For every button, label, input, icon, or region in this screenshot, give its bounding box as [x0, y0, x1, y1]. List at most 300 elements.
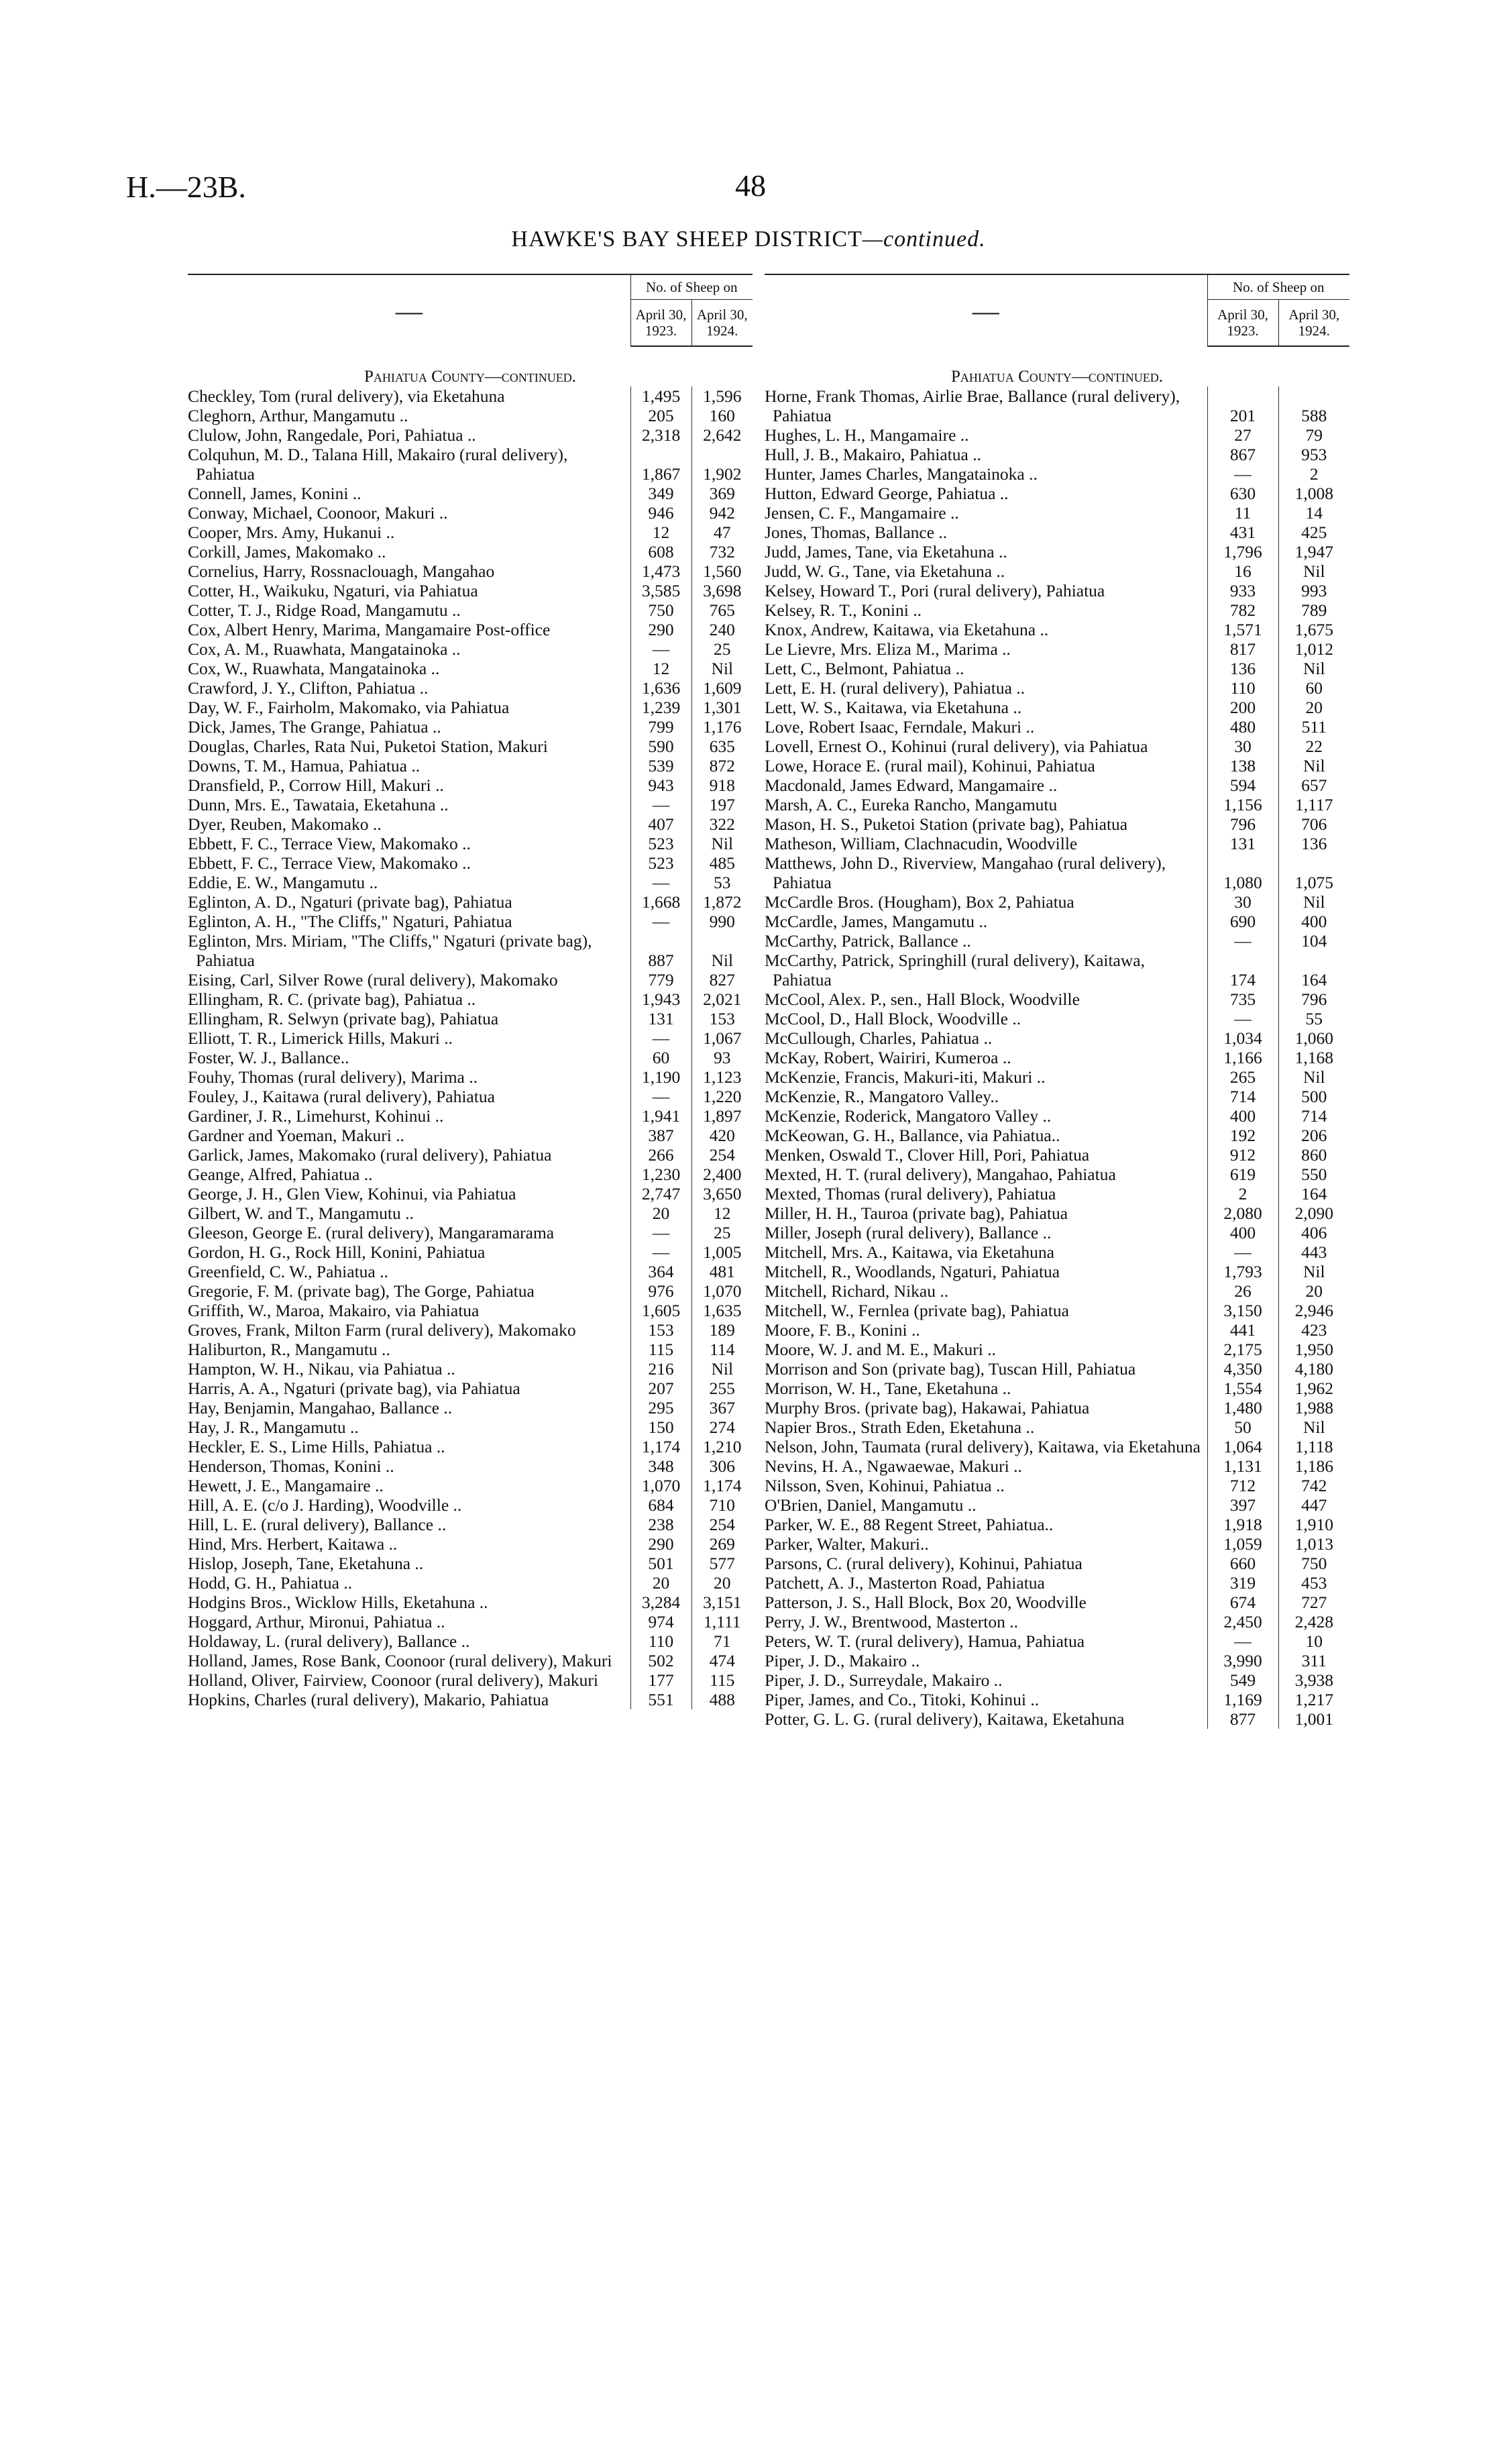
table-row: [188, 406, 753, 425]
sheep-1924-cell: 706: [1278, 814, 1349, 834]
owner-cell: Eglinton, Mrs. Miriam, "The Cliffs," Ngaturi (private bag), Pahiatua: [188, 931, 592, 970]
table-row: [188, 1203, 753, 1223]
table-row: [188, 795, 753, 814]
table-row: [188, 1281, 753, 1301]
owner-cell: Mitchell, Richard, Nikau ..: [765, 1281, 949, 1301]
owner-cell: Hull, J. B., Makairo, Pahiatua ..: [765, 445, 981, 464]
owner-cell: McKay, Robert, Wairiri, Kumeroa ..: [765, 1048, 1011, 1067]
sheep-1923-cell: 1,796: [1207, 542, 1278, 561]
owner-cell: McCarthy, Patrick, Springhill (rural delivery), Kaitawa, Pahiatua: [765, 951, 1145, 989]
table-row: [188, 1554, 753, 1573]
year-1923-header: April 30, 1923.: [630, 300, 691, 347]
owner-cell: Crawford, J. Y., Clifton, Pahiatua ..: [188, 678, 429, 698]
sheep-1923-cell: 1,918: [1207, 1515, 1278, 1534]
table-row: [765, 1165, 1349, 1184]
owner-cell: Ellingham, R. Selwyn (private bag), Pahiatua: [188, 1009, 499, 1028]
sheep-1923-cell: 523: [630, 853, 691, 873]
table-row: [188, 1573, 753, 1593]
table-row: [765, 698, 1349, 717]
sheep-1924-cell: 423: [1278, 1320, 1349, 1340]
table-row: [765, 503, 1349, 523]
table-row: [188, 678, 753, 698]
sheep-1924-cell: Nil: [691, 659, 753, 678]
sheep-1923-cell: 349: [630, 484, 691, 503]
sheep-1924-cell: 1,947: [1278, 542, 1349, 561]
right-column: [765, 274, 1349, 1729]
sheep-1923-cell: 1,166: [1207, 1048, 1278, 1067]
sheep-1923-cell: 27: [1207, 425, 1278, 445]
name-column-header: —: [188, 274, 630, 346]
owner-cell: Patterson, J. S., Hall Block, Box 20, Woodville: [765, 1593, 1087, 1612]
sheep-1924-cell: 104: [1278, 931, 1349, 951]
owner-cell: Heckler, E. S., Lime Hills, Pahiatua ..: [188, 1437, 445, 1456]
owner-cell: Nilsson, Sven, Kohinui, Pahiatua ..: [765, 1476, 1005, 1495]
table-row: [188, 1048, 753, 1067]
owner-cell: McCool, Alex. P., sen., Hall Block, Woodville: [765, 989, 1080, 1009]
owner-cell: Hutton, Edward George, Pahiatua ..: [765, 484, 1009, 503]
sheep-1923-cell: 1,064: [1207, 1437, 1278, 1456]
sheep-1923-cell: 799: [630, 717, 691, 737]
owner-cell: Groves, Frank, Milton Farm (rural delivery), Makomako: [188, 1320, 576, 1340]
sheep-1923-cell: 16: [1207, 561, 1278, 581]
owner-cell: Cox, A. M., Ruawhata, Mangatainoka ..: [188, 639, 461, 659]
table-row: [188, 1534, 753, 1554]
table-row: [765, 1281, 1349, 1301]
table-row: [188, 639, 753, 659]
sheep-1923-cell: —: [630, 795, 691, 814]
sheep-1923-cell: 4,350: [1207, 1359, 1278, 1379]
owner-cell: Eising, Carl, Silver Rowe (rural delivery), Makomako: [188, 970, 558, 989]
sheep-1923-cell: 387: [630, 1126, 691, 1145]
right-table-body: [765, 346, 1349, 1729]
sheep-1923-cell: 2,318: [630, 425, 691, 445]
table-row: [765, 775, 1349, 795]
table-row: [765, 1670, 1349, 1690]
sheep-1923-cell: 131: [630, 1009, 691, 1028]
owner-cell: Fouhy, Thomas (rural delivery), Marima ..: [188, 1067, 478, 1087]
sheep-1924-cell: 71: [691, 1631, 753, 1651]
owner-cell: Nelson, John, Taumata (rural delivery), Kaitawa, via Eketahuna: [765, 1437, 1201, 1456]
sheep-1924-cell: 550: [1278, 1165, 1349, 1184]
table-row: [765, 639, 1349, 659]
sheep-1924-cell: 1,067: [691, 1028, 753, 1048]
table-row: [765, 581, 1349, 600]
sheep-1923-cell: 912: [1207, 1145, 1278, 1165]
table-row: [188, 445, 753, 484]
owner-cell: Mexted, Thomas (rural delivery), Pahiatua: [765, 1184, 1056, 1203]
sheep-1923-cell: 2,080: [1207, 1203, 1278, 1223]
owner-cell: Dunn, Mrs. E., Tawataia, Eketahuna ..: [188, 795, 449, 814]
sheep-1924-cell: 164: [1278, 1184, 1349, 1203]
table-row: [188, 1184, 753, 1203]
page-title: [0, 227, 1497, 252]
table-row: [765, 464, 1349, 484]
table-row: [188, 561, 753, 581]
sheep-1923-cell: —: [630, 1087, 691, 1106]
table-row: [765, 1534, 1349, 1554]
sheep-1924-cell: 3,650: [691, 1184, 753, 1203]
sheep-1923-cell: 400: [1207, 1106, 1278, 1126]
table-row: [188, 425, 753, 445]
owner-cell: Napier Bros., Strath Eden, Eketahuna ..: [765, 1417, 1035, 1437]
sheep-1924-cell: 400: [1278, 912, 1349, 931]
sheep-1924-cell: 22: [1278, 737, 1349, 756]
owner-cell: Morrison, W. H., Tane, Eketahuna ..: [765, 1379, 1011, 1398]
table-row: [765, 1612, 1349, 1631]
sheep-1924-cell: 727: [1278, 1593, 1349, 1612]
table-row: [765, 1028, 1349, 1048]
owner-cell: McCarthy, Patrick, Ballance ..: [765, 931, 971, 951]
table-row: [765, 1690, 1349, 1709]
sheep-1924-cell: 872: [691, 756, 753, 775]
name-column-header: —: [765, 274, 1207, 346]
sheep-1923-cell: 594: [1207, 775, 1278, 795]
sheep-1924-cell: Nil: [1278, 1067, 1349, 1087]
table-row: [188, 503, 753, 523]
owner-cell: Eglinton, A. H., "The Cliffs," Ngaturi, Pahiatua: [188, 912, 512, 931]
sheep-1924-cell: 420: [691, 1126, 753, 1145]
sheep-1924-cell: 1,176: [691, 717, 753, 737]
sheep-1923-cell: 501: [630, 1554, 691, 1573]
sheep-1923-cell: 431: [1207, 523, 1278, 542]
sheep-1924-cell: 93: [691, 1048, 753, 1067]
table-row: [188, 523, 753, 542]
table-row: [765, 834, 1349, 853]
table-row: [188, 581, 753, 600]
table-row: [765, 1145, 1349, 1165]
sheep-1924-cell: 742: [1278, 1476, 1349, 1495]
owner-cell: Gregorie, F. M. (private bag), The Gorge, Pahiatua: [188, 1281, 535, 1301]
sheep-1923-cell: 110: [630, 1631, 691, 1651]
sheep-1924-cell: 2,021: [691, 989, 753, 1009]
owner-cell: Greenfield, C. W., Pahiatua ..: [188, 1262, 388, 1281]
sheep-1924-cell: 136: [1278, 834, 1349, 853]
sheep-1924-cell: 47: [691, 523, 753, 542]
owner-cell: Moore, F. B., Konini ..: [765, 1320, 920, 1340]
sheep-1924-cell: Nil: [1278, 892, 1349, 912]
sheep-1923-cell: 1,190: [630, 1067, 691, 1087]
table-row: [188, 1320, 753, 1340]
sheep-1924-cell: 406: [1278, 1223, 1349, 1242]
owner-cell: Colquhun, M. D., Talana Hill, Makairo (rural delivery), Pahiatua: [188, 445, 568, 484]
table-row: [188, 1145, 753, 1165]
owner-cell: Gilbert, W. and T., Mangamutu ..: [188, 1203, 414, 1223]
sheep-1924-cell: 1,012: [1278, 639, 1349, 659]
owner-cell: George, J. H., Glen View, Kohinui, via Pahiatua: [188, 1184, 516, 1203]
owner-cell: Lowe, Horace E. (rural mail), Kohinui, Pahiatua: [765, 756, 1095, 775]
sheep-1923-cell: 60: [630, 1048, 691, 1067]
page-code: H.—23B.: [126, 170, 246, 204]
owner-cell: Lett, E. H. (rural delivery), Pahiatua ..: [765, 678, 1025, 698]
sheep-1923-cell: 207: [630, 1379, 691, 1398]
sheep-1923-cell: 138: [1207, 756, 1278, 775]
sheep-1923-cell: 11: [1207, 503, 1278, 523]
sheep-1923-cell: 1,668: [630, 892, 691, 912]
owner-cell: Fouley, J., Kaitawa (rural delivery), Pahiatua: [188, 1087, 495, 1106]
sheep-1923-cell: —: [630, 912, 691, 931]
sheep-1923-cell: 1,793: [1207, 1262, 1278, 1281]
sheep-1923-cell: 1,169: [1207, 1690, 1278, 1709]
sheep-1923-cell: —: [630, 1028, 691, 1048]
owner-cell: Hodd, G. H., Pahiatua ..: [188, 1573, 353, 1593]
sheep-1924-cell: 2: [1278, 464, 1349, 484]
sheep-1923-cell: 131: [1207, 834, 1278, 853]
owner-cell: Cotter, H., Waikuku, Ngaturi, via Pahiatua: [188, 581, 478, 600]
owner-cell: Haliburton, R., Mangamutu ..: [188, 1340, 390, 1359]
owner-cell: Parker, W. E., 88 Regent Street, Pahiatua..: [765, 1515, 1054, 1534]
table-row: [188, 1028, 753, 1048]
owner-cell: Lett, C., Belmont, Pahiatua ..: [765, 659, 964, 678]
sheep-1924-cell: 1,174: [691, 1476, 753, 1495]
sheep-1923-cell: 943: [630, 775, 691, 795]
owner-cell: Hoggard, Arthur, Mironui, Pahiatua ..: [188, 1612, 445, 1631]
owner-cell: Hunter, James Charles, Mangatainoka ..: [765, 464, 1038, 484]
table-row: [765, 1515, 1349, 1534]
sheep-1924-cell: 953: [1278, 445, 1349, 464]
owner-cell: Hill, L. E. (rural delivery), Ballance ..: [188, 1515, 447, 1534]
sheep-1924-cell: 500: [1278, 1087, 1349, 1106]
sheep-1924-cell: 425: [1278, 523, 1349, 542]
owner-cell: Peters, W. T. (rural delivery), Hamua, Pahiatua: [765, 1631, 1085, 1651]
owner-cell: Jones, Thomas, Ballance ..: [765, 523, 948, 542]
sheep-1923-cell: 1,941: [630, 1106, 691, 1126]
owner-cell: Parsons, C. (rural delivery), Kohinui, Pahiatua: [765, 1554, 1083, 1573]
sheep-1923-cell: 974: [630, 1612, 691, 1631]
sheep-1923-cell: 177: [630, 1670, 691, 1690]
sheep-1923-cell: 1,239: [630, 698, 691, 717]
table-row: [188, 1009, 753, 1028]
sheep-1923-cell: 110: [1207, 678, 1278, 698]
sheep-1924-cell: 20: [1278, 698, 1349, 717]
table-row: [188, 1359, 753, 1379]
sheep-1924-cell: 2,090: [1278, 1203, 1349, 1223]
left-table: [188, 274, 753, 1709]
owner-cell: Miller, H. H., Tauroa (private bag), Pahiatua: [765, 1203, 1068, 1223]
owner-cell: Clulow, John, Rangedale, Pori, Pahiatua ..: [188, 425, 476, 445]
sheep-1924-cell: 750: [1278, 1554, 1349, 1573]
table-row: [188, 1165, 753, 1184]
sheep-1924-cell: 2,946: [1278, 1301, 1349, 1320]
sheep-1924-cell: 860: [1278, 1145, 1349, 1165]
owner-cell: Ebbett, F. C., Terrace View, Makomako ..: [188, 834, 471, 853]
title-text: HAWKE'S BAY SHEEP DISTRICT: [511, 227, 863, 252]
table-row: [765, 1340, 1349, 1359]
table-row: [188, 1262, 753, 1281]
table-row: [188, 542, 753, 561]
table-row: [765, 912, 1349, 931]
table-row: [188, 931, 753, 970]
sheep-1924-cell: 635: [691, 737, 753, 756]
sheep-1924-cell: 2,428: [1278, 1612, 1349, 1631]
sheep-1924-cell: 588: [1278, 386, 1349, 425]
owner-cell: Perry, J. W., Brentwood, Masterton ..: [765, 1612, 1018, 1631]
owner-cell: Mexted, H. T. (rural delivery), Mangahao, Pahiatua: [765, 1165, 1116, 1184]
sheep-1923-cell: 796: [1207, 814, 1278, 834]
sheep-1924-cell: 1,902: [691, 445, 753, 484]
table-row: [765, 1554, 1349, 1573]
owner-cell: Cornelius, Harry, Rossnaclouagh, Mangahao: [188, 561, 495, 581]
table-row: [188, 620, 753, 639]
table-row: [765, 386, 1349, 425]
sheep-1923-cell: 266: [630, 1145, 691, 1165]
table-row: [188, 775, 753, 795]
owner-cell: Hewett, J. E., Mangamaire ..: [188, 1476, 384, 1495]
sheep-1924-cell: 1,950: [1278, 1340, 1349, 1359]
table-row: [188, 912, 753, 931]
sheep-1923-cell: 205: [630, 406, 691, 425]
sheep-1923-cell: —: [1207, 1009, 1278, 1028]
table-row: [188, 970, 753, 989]
owner-cell: Piper, James, and Co., Titoki, Kohinui ..: [765, 1690, 1040, 1709]
owner-cell: Cox, W., Ruawhata, Mangatainoka ..: [188, 659, 440, 678]
sheep-1923-cell: —: [630, 1242, 691, 1262]
table-row: [765, 795, 1349, 814]
sheep-1924-cell: 1,560: [691, 561, 753, 581]
table-row: [765, 737, 1349, 756]
sheep-1924-cell: 25: [691, 1223, 753, 1242]
table-row: [765, 1009, 1349, 1028]
sheep-1924-cell: 443: [1278, 1242, 1349, 1262]
owner-cell: McCool, D., Hall Block, Woodville ..: [765, 1009, 1021, 1028]
table-row: [765, 1573, 1349, 1593]
sheep-1923-cell: 265: [1207, 1067, 1278, 1087]
table-row: [765, 1126, 1349, 1145]
sheep-1923-cell: 30: [1207, 737, 1278, 756]
sheep-1924-cell: 369: [691, 484, 753, 503]
page-number: 48: [735, 168, 766, 203]
table-row: [188, 1593, 753, 1612]
table-row: [765, 1184, 1349, 1203]
sheep-1923-cell: 674: [1207, 1593, 1278, 1612]
owner-cell: Mason, H. S., Puketoi Station (private bag), Pahiatua: [765, 814, 1128, 834]
sheep-1923-cell: 3,150: [1207, 1301, 1278, 1320]
owner-cell: Gleeson, George E. (rural delivery), Mangaramarama: [188, 1223, 555, 1242]
table-row: [765, 1320, 1349, 1340]
sheep-1924-cell: 114: [691, 1340, 753, 1359]
sheep-1923-cell: 660: [1207, 1554, 1278, 1573]
table-row: [765, 756, 1349, 775]
owner-cell: Hay, Benjamin, Mangahao, Ballance ..: [188, 1398, 453, 1417]
table-row: [188, 892, 753, 912]
sheep-1924-cell: 1,186: [1278, 1456, 1349, 1476]
sheep-1923-cell: 30: [1207, 892, 1278, 912]
sheep-1923-cell: 12: [630, 523, 691, 542]
sheep-1924-cell: 255: [691, 1379, 753, 1398]
table-row: [188, 1126, 753, 1145]
sheep-1924-cell: 474: [691, 1651, 753, 1670]
sheep-1923-cell: 1,571: [1207, 620, 1278, 639]
owner-cell: Moore, W. J. and M. E., Makuri ..: [765, 1340, 996, 1359]
table-row: [765, 1631, 1349, 1651]
section-heading: Pahiatua County—continued.: [950, 368, 1164, 386]
owner-cell: Connell, James, Konini ..: [188, 484, 362, 503]
owner-cell: Hughes, L. H., Mangamaire ..: [765, 425, 969, 445]
owner-cell: Lovell, Ernest O., Kohinui (rural delivery), via Pahiatua: [765, 737, 1148, 756]
owner-cell: Knox, Andrew, Kaitawa, via Eketahuna ..: [765, 620, 1049, 639]
sheep-1923-cell: 407: [630, 814, 691, 834]
sheep-1924-cell: Nil: [691, 931, 753, 970]
table-row: [765, 1398, 1349, 1417]
table-row: [188, 1456, 753, 1476]
table-row: [765, 678, 1349, 698]
owner-cell: Matthews, John D., Riverview, Mangahao (rural delivery), Pahiatua: [765, 853, 1166, 892]
sheep-1923-cell: 782: [1207, 600, 1278, 620]
sheep-1923-cell: —: [630, 1223, 691, 1242]
sheep-1924-cell: Nil: [691, 1359, 753, 1379]
sheep-1923-cell: 290: [630, 1534, 691, 1554]
sheep-1924-cell: 1,675: [1278, 620, 1349, 639]
table-row: [188, 1612, 753, 1631]
sheep-1924-cell: 164: [1278, 951, 1349, 989]
table-row: [765, 561, 1349, 581]
owner-cell: Day, W. F., Fairholm, Makomako, via Pahiatua: [188, 698, 510, 717]
owner-cell: Geange, Alfred, Pahiatua ..: [188, 1165, 373, 1184]
owner-cell: Eddie, E. W., Mangamutu ..: [188, 873, 378, 892]
owner-cell: Mitchell, Mrs. A., Kaitawa, via Eketahuna: [765, 1242, 1054, 1262]
sheep-1923-cell: 216: [630, 1359, 691, 1379]
owner-cell: Conway, Michael, Coonoor, Makuri ..: [188, 503, 448, 523]
sheep-1923-cell: 976: [630, 1281, 691, 1301]
owner-cell: Gordon, H. G., Rock Hill, Konini, Pahiatua: [188, 1242, 486, 1262]
owner-cell: Eglinton, A. D., Ngaturi (private bag), Pahiatua: [188, 892, 512, 912]
owner-cell: McKenzie, R., Mangatoro Valley..: [765, 1087, 999, 1106]
title-suffix: —continued.: [862, 227, 986, 252]
right-table: [765, 274, 1349, 1729]
table-row: [188, 1690, 753, 1709]
sheep-1923-cell: 1,230: [630, 1165, 691, 1184]
sheep-1923-cell: —: [1207, 1631, 1278, 1651]
owner-cell: Mitchell, R., Woodlands, Ngaturi, Pahiatua: [765, 1262, 1060, 1281]
table-row: [765, 445, 1349, 464]
sheep-1924-cell: 1,609: [691, 678, 753, 698]
table-row: [188, 386, 753, 406]
sheep-1924-cell: 1,070: [691, 1281, 753, 1301]
sheep-1923-cell: 712: [1207, 1476, 1278, 1495]
sheep-1923-cell: 1,605: [630, 1301, 691, 1320]
table-row: [188, 1476, 753, 1495]
sheep-1924-cell: 2,400: [691, 1165, 753, 1184]
sheep-1923-cell: 630: [1207, 484, 1278, 503]
table-row: [765, 425, 1349, 445]
sheep-count-header: No. of Sheep on: [1207, 274, 1349, 300]
owner-cell: Kelsey, Howard T., Pori (rural delivery), Pahiatua: [765, 581, 1105, 600]
owner-cell: Downs, T. M., Hamua, Pahiatua ..: [188, 756, 421, 775]
table-row: [188, 698, 753, 717]
sheep-1923-cell: 539: [630, 756, 691, 775]
table-row: [765, 620, 1349, 639]
table-row: [765, 1593, 1349, 1612]
sheep-1923-cell: —: [630, 873, 691, 892]
left-table-body: [188, 346, 753, 1709]
sheep-1923-cell: 2: [1207, 1184, 1278, 1203]
table-row: [188, 1379, 753, 1398]
sheep-1923-cell: 136: [1207, 659, 1278, 678]
sheep-1924-cell: 796: [1278, 989, 1349, 1009]
sheep-1924-cell: 1,210: [691, 1437, 753, 1456]
sheep-1924-cell: 1,301: [691, 698, 753, 717]
sheep-1923-cell: 1,131: [1207, 1456, 1278, 1476]
sheep-1924-cell: 789: [1278, 600, 1349, 620]
sheep-1923-cell: 1,473: [630, 561, 691, 581]
sheep-1923-cell: 779: [630, 970, 691, 989]
owner-cell: Dyer, Reuben, Makomako ..: [188, 814, 382, 834]
owner-cell: Jensen, C. F., Mangamaire ..: [765, 503, 959, 523]
sheep-1923-cell: 590: [630, 737, 691, 756]
year-1924-header: April 30, 1924.: [1278, 300, 1349, 347]
sheep-1924-cell: 657: [1278, 775, 1349, 795]
sheep-1923-cell: 12: [630, 659, 691, 678]
sheep-1923-cell: 887: [630, 931, 691, 970]
